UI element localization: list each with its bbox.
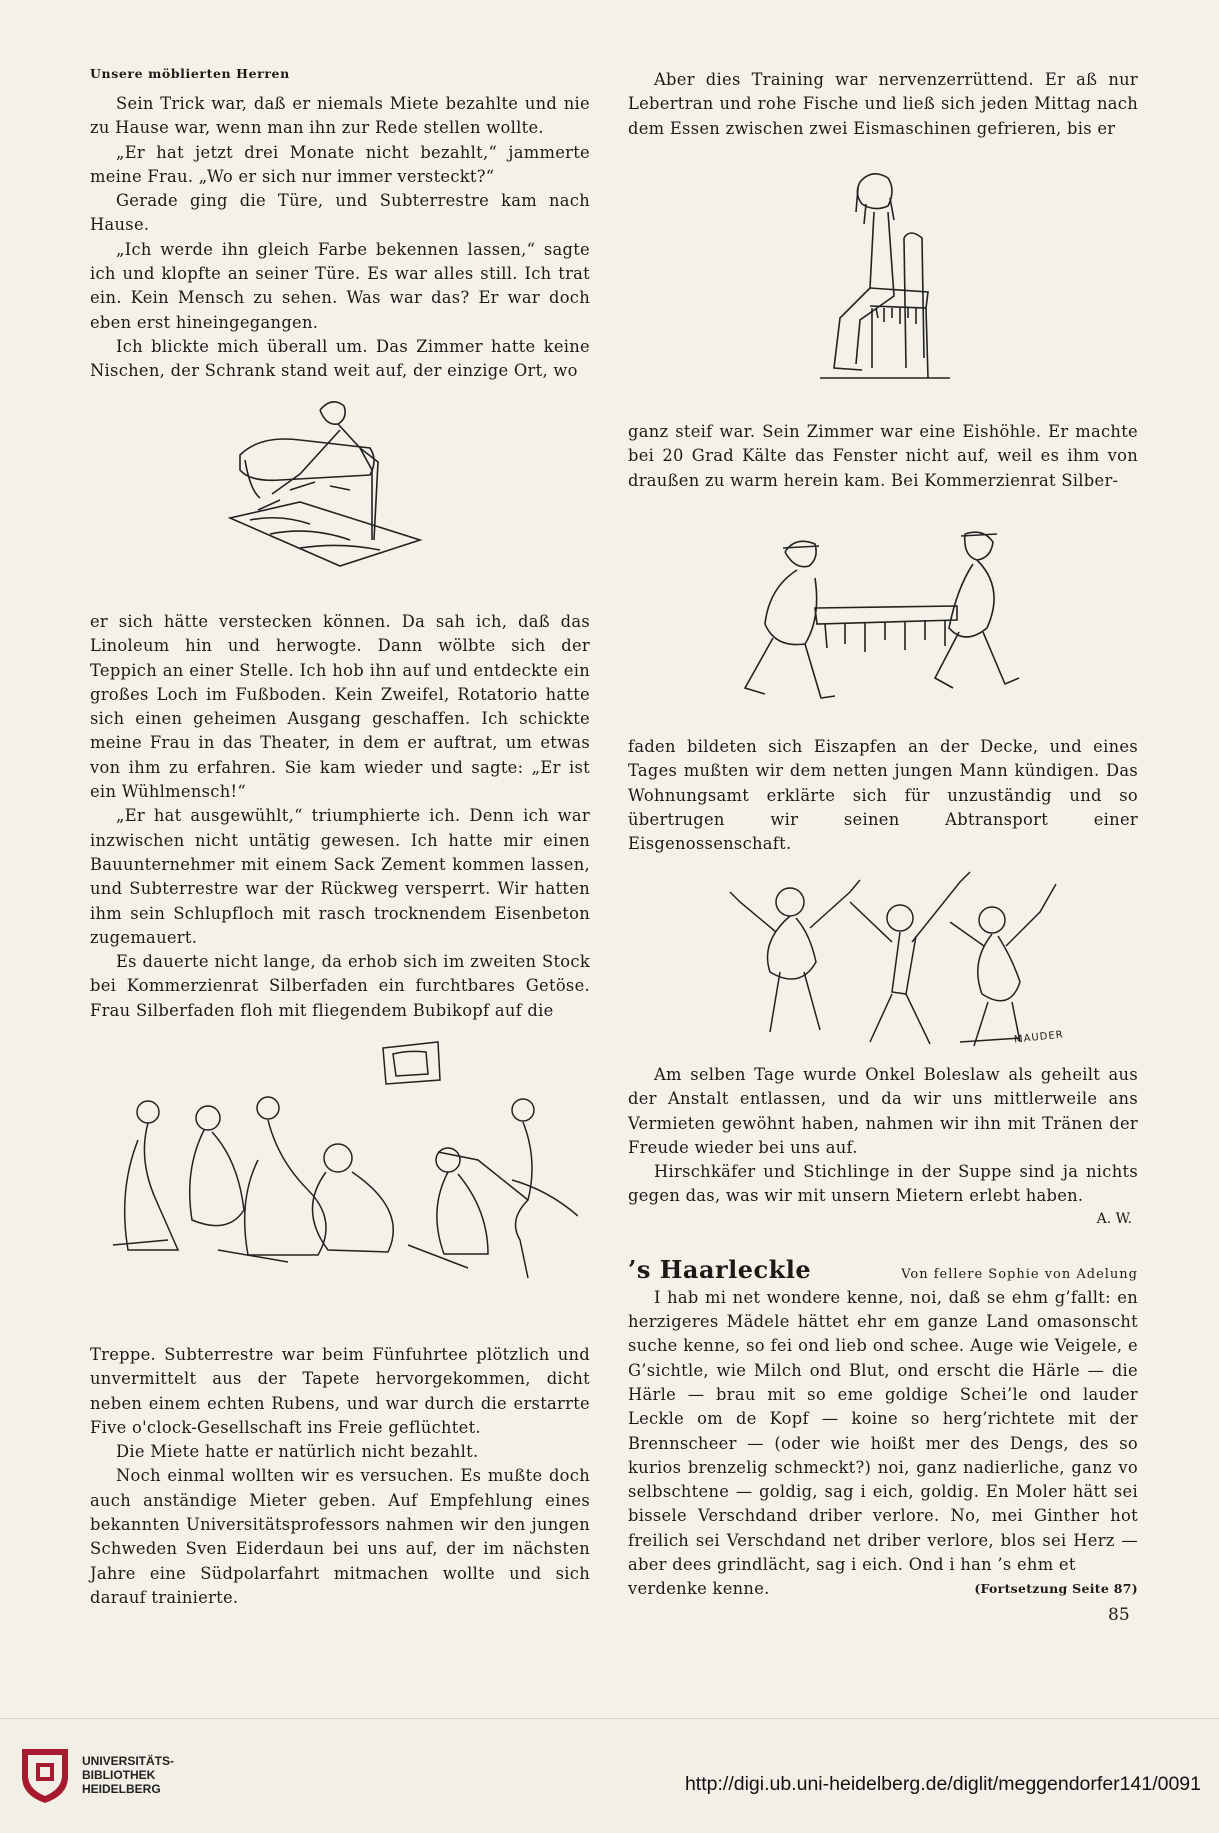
library-name-line: BIBLIOTHEK xyxy=(82,1768,156,1782)
paragraph: Aber dies Training war nervenzerrüttend. Er aß nur Lebertran und rohe Fische und ließ sich jeden Mittag nach dem Essen zwischen zwei Eismaschinen gefrieren, bis er xyxy=(628,70,1138,138)
paragraph: Es dauerte nicht lange, da erhob sich im zweiten Stock bei Kommerzienrat Silberfaden ein furchtbares Getöse. Frau Silberfaden floh mit fliegendem Bubikopf auf die xyxy=(90,952,590,1020)
illustration-tea-party xyxy=(108,1040,578,1285)
left-column-block-3 xyxy=(90,1343,590,1610)
paragraph: „Er hat ausgewühlt,“ triumphierte ich. Denn ich war inzwischen nicht untätig gewesen. Ich hatte mir einen Bauunternehmer mit einem Sack Zement kommen lassen, und Subterrestre war der Rückweg versperrt. Wir hatten ihm sein Schlupfloch mit rasch trocknendem Eisenbeton zugemauert. xyxy=(90,806,590,947)
paragraph: faden bildeten sich Eiszapfen an der Decke, und eines Tages mußten wir dem netten jungen Mann kündigen. Das Wohnungsamt erklärte sich für unzuständig und so übertrugen wir seinen Abtransport einer Eisgenossenschaft. xyxy=(628,737,1138,854)
paragraph: „Er hat jetzt drei Monate nicht bezahlt,“ jammerte meine Frau. „Wo er sich nur immer versteckt?“ xyxy=(90,142,590,186)
paragraph: Hirschkäfer und Stichlinge in der Suppe sind ja nichts gegen das, was wir mit unsern Mietern erlebt haben. xyxy=(628,1162,1138,1206)
author-initials: A. W. xyxy=(1096,1210,1132,1227)
right-column-block-3 xyxy=(628,735,1138,856)
last-line-text: verdenke kenne. xyxy=(628,1579,770,1599)
illustration-carrying-ice-block xyxy=(725,528,1035,718)
library-logo[interactable] xyxy=(16,1745,174,1805)
right-column-block-4 xyxy=(628,1063,1138,1602)
continuation-note: (Fortsetzung Seite 87) xyxy=(974,1581,1138,1597)
running-head: Unsere möblierten Herren xyxy=(90,66,290,81)
paragraph: Am selben Tage wurde Onkel Boleslaw als geheilt aus der Anstalt entlassen, und da wir uns mittlerweile ans Vermieten gewöhnt haben, nahmen wir ihn mit Tränen der Freude wieder bei uns auf. xyxy=(628,1065,1138,1157)
paragraph: Noch einmal wollten wir es versuchen. Es mußte doch auch anständige Mieter geben. Auf Empfehlung eines bekannten Universitätsprofessors nahmen wir den jungen Schweden Sven Eiderdaun bei uns auf, der im nächsten Jahre eine Südpolarfahrt mitmachen wollte und sich darauf trainierte. xyxy=(90,1466,590,1607)
paragraph: Sein Trick war, daß er niemals Miete bezahlte und nie zu Hause war, wenn man ihn zur Rede stellen wollte. xyxy=(90,94,590,138)
library-name-line: HEIDELBERG xyxy=(82,1782,161,1796)
page-number: 85 xyxy=(1108,1605,1130,1625)
library-crest-icon xyxy=(16,1745,74,1805)
left-column-block-2 xyxy=(90,610,590,1023)
illustration-man-under-carpet xyxy=(220,390,430,575)
illustration-signature: MAUDER xyxy=(1013,1029,1065,1046)
paragraph: Treppe. Subterrestre war beim Fünfuhrtee plötzlich und unvermittelt aus der Tapete hervorgekommen, dicht neben einem echten Rubens, und war durch die erstarrte Five o'clock-Gesellschaft ins Freie geflüchtet. xyxy=(90,1345,590,1437)
paragraph: „Ich werde ihn gleich Farbe bekennen lassen,“ sagte ich und klopfte an seiner Türe. Es war alles still. Ich trat ein. Kein Mensch zu sehen. Was war das? Er war doch eben erst hineingegangen. xyxy=(90,239,590,332)
footer-bar xyxy=(0,1718,1219,1833)
last-line xyxy=(628,1577,1138,1601)
right-column-block-1 xyxy=(628,68,1138,141)
paragraph: Gerade ging die Türe, und Subterrestre kam nach Hause. xyxy=(90,191,590,235)
paragraph: I hab mi net wondere kenne, noi, daß se ehm g’fallt: en herzigeres Mädele hättet ehr em ganze Land omasonscht suche kenne, so fei ond lieb ond schee. Auge wie Veigele, e G’sichtle, wie Milch ond Blut, ond erscht die Härle — die Härle — brau mit so eme goldige Schei’le ond lauder Leckle om de Kopf — koine so herg’richtete mit der Brennscheer — (oder wie hoißt mer des Dengs, des so kurios brenzelig schmeckt?) noi, ganz nadierliche, ganz vo selbschtene — goldig, sag i eich, goldig. En Moler hätt sei bissele Verschdand driber verlore. No, mei Ginther hot freilich sei Verschdand net driber verlore, blos sei Herz — aber dees grindlächt, sag i eich. Ond i han ’s ehm et xyxy=(628,1287,1138,1575)
left-column-block-1 xyxy=(90,92,590,384)
article-header xyxy=(628,1255,1138,1284)
article-author: Von fellere Sophie von Adelung xyxy=(901,1266,1138,1282)
library-name xyxy=(82,1754,174,1796)
source-url-link[interactable]: http://digi.ub.uni-heidelberg.de/diglit/meggendorfer141/0091 xyxy=(684,1773,1201,1795)
illustration-dancing-group xyxy=(720,862,1075,1052)
paragraph: Die Miete hatte er natürlich nicht bezahlt. xyxy=(116,1442,479,1462)
library-name-line: UNIVERSITÄTS- xyxy=(82,1754,175,1768)
illustration-frozen-man-on-chair xyxy=(800,168,960,393)
paragraph: Ich blickte mich überall um. Das Zimmer hatte keine Nischen, der Schrank stand weit auf, der einzige Ort, wo xyxy=(90,336,590,381)
article-title: ’s Haarleckle xyxy=(628,1254,812,1284)
right-column-block-2 xyxy=(628,420,1138,493)
paragraph: er sich hätte verstecken können. Da sah ich, daß das Linoleum hin und herwogte. Dann wölbte sich der Teppich an einer Stelle. Ich hob ihn auf und entdeckte ein großes Loch im Fußboden. Kein Zweifel, Rotatorio hatte sich einen geheimen Ausgang geschaffen. Ich schickte meine Frau in das Theater, in dem er auftrat, um etwas von ihm zu erfahren. Sie kam wieder und sagte: „Er ist ein Wühlmensch!“ xyxy=(90,612,590,802)
paragraph: ganz steif war. Sein Zimmer war eine Eishöhle. Er machte bei 20 Grad Kälte das Fenster nicht auf, weil es ihm von draußen zu warm herein kam. Bei Kommerzienrat Silber- xyxy=(628,422,1138,490)
